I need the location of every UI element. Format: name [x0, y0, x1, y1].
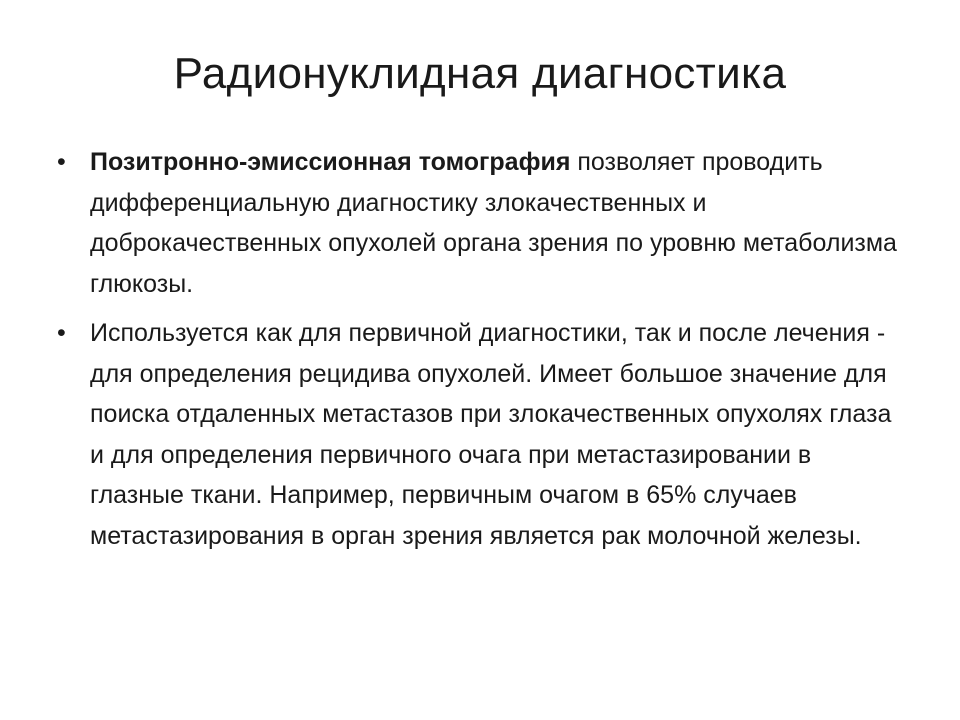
bullet-item-usage — [52, 313, 912, 556]
bullet-dot-icon: • — [57, 148, 66, 176]
bullet-text: позволяет проводить дифференциальную диагностику злокачественных и доброкачественных опухолей органа зрения по уровню метаболизма глюкозы. — [90, 148, 897, 298]
slide-title: Радионуклидная диагностика — [173, 49, 787, 98]
bullet-text: Используется как для первичной диагностики, так и после лечения - для определения рецидива опухолей. Имеет большое значение для поиска отдаленных метастазов при злокачественных опухолях глаза и для определения первичного очага при метастазировании в глазные ткани. Например, первичным очагом в 65% случаев метастазирования в орган зрения является рак молочной железы. — [90, 319, 892, 550]
bullet-dot-icon: • — [57, 319, 66, 347]
bullet-list — [52, 142, 912, 565]
bullet-bold-term: Позитронно-эмиссионная томография — [90, 148, 571, 176]
bullet-item-pet — [52, 142, 912, 304]
